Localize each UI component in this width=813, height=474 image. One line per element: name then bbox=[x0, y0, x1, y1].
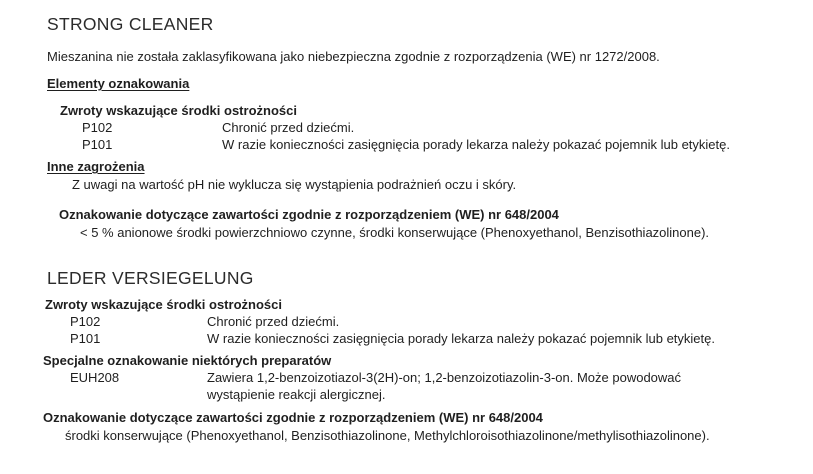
special-labeling-heading: Specjalne oznakowanie niektórych preparatów bbox=[43, 353, 332, 368]
label-elements-heading: Elementy oznakowania bbox=[47, 76, 190, 91]
statement-code: P102 bbox=[82, 120, 113, 135]
product-title: STRONG CLEANER bbox=[47, 14, 214, 34]
other-hazards-heading: Inne zagrożenia bbox=[47, 159, 145, 174]
statement-row bbox=[82, 119, 813, 136]
product-title: LEDER VERSIEGELUNG bbox=[47, 268, 254, 288]
statement-code: P101 bbox=[82, 137, 113, 152]
section-strong-cleaner bbox=[0, 14, 813, 241]
statement-text: Chronić przed dziećmi. bbox=[207, 314, 340, 329]
content-labeling-text: środki konserwujące (Phenoxyethanol, Benzisothiazolinone, Methylchloroisothiazolinone/methylisothiazolinone). bbox=[65, 428, 710, 443]
classification-statement: Mieszanina nie została zaklasyfikowana jako niebezpieczna zgodnie z rozporządzenia (WE) nr 1272/2008. bbox=[47, 49, 660, 64]
statement-row bbox=[70, 369, 813, 403]
statement-code: P101 bbox=[70, 331, 101, 346]
content-labeling-text: < 5 % anionowe środki powierzchniowo czynne, środki konserwujące (Phenoxyethanol, Benzisothiazolinone). bbox=[80, 225, 710, 240]
statement-text: W razie konieczności zasięgnięcia porady lekarza należy pokazać pojemnik lub etykietę. bbox=[222, 137, 730, 152]
statement-code: P102 bbox=[70, 314, 101, 329]
content-labeling-heading: Oznakowanie dotyczące zawartości zgodnie z rozporządzeniem (WE) nr 648/2004 bbox=[43, 410, 543, 425]
content-labeling-heading: Oznakowanie dotyczące zawartości zgodnie z rozporządzeniem (WE) nr 648/2004 bbox=[59, 207, 559, 222]
precautionary-statements-heading: Zwroty wskazujące środki ostrożności bbox=[45, 297, 282, 312]
statement-text: Chronić przed dziećmi. bbox=[222, 120, 355, 135]
section-leder-versiegelung bbox=[0, 268, 813, 444]
statement-row bbox=[70, 313, 813, 330]
other-hazards-text: Z uwagi na wartość pH nie wyklucza się wystąpienia podrażnień oczu i skóry. bbox=[72, 177, 517, 192]
precautionary-statements-heading: Zwroty wskazujące środki ostrożności bbox=[60, 103, 297, 118]
statement-text: W razie konieczności zasięgnięcia porady lekarza należy pokazać pojemnik lub etykietę. bbox=[207, 331, 715, 346]
statement-text: Zawiera 1,2-benzoizotiazol-3(2H)-on; 1,2-benzoizotiazolin-3-on. Może powodować wystąpienie reakcji alergicznej. bbox=[207, 370, 682, 402]
statement-row bbox=[70, 330, 813, 347]
statement-row bbox=[82, 136, 813, 153]
statement-code: EUH208 bbox=[70, 370, 120, 385]
